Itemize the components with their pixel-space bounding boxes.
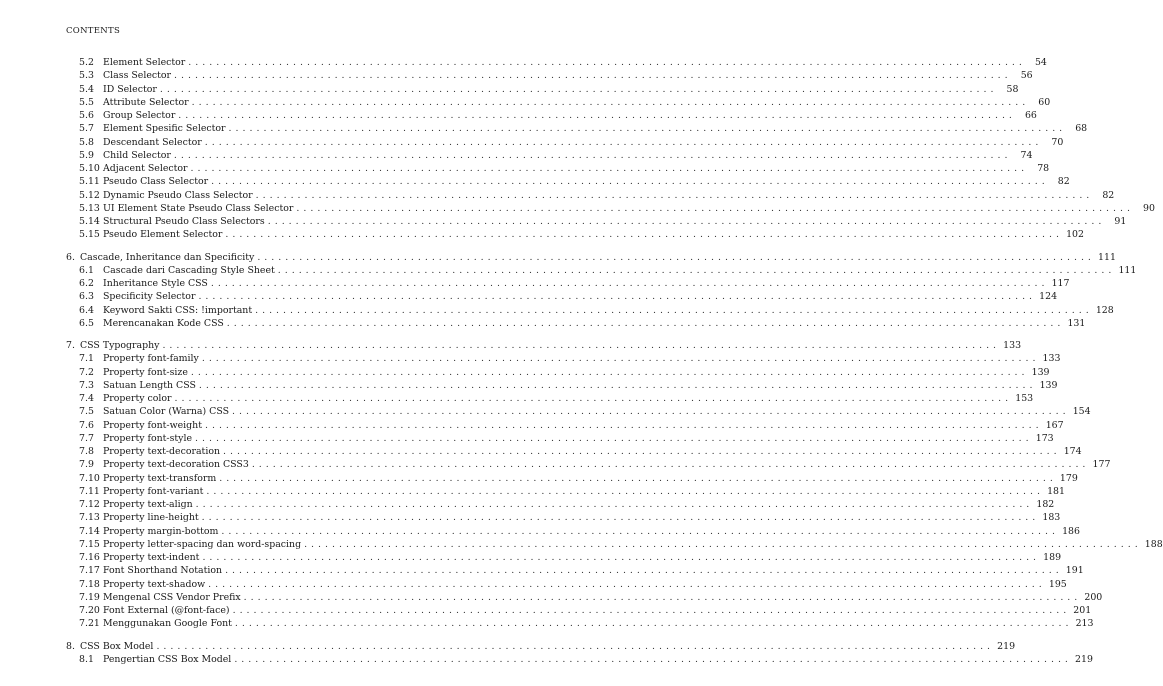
toc-entry bbox=[103, 458, 1111, 471]
toc-page-number: 182 bbox=[1036, 499, 1055, 510]
toc-number: 5.7 bbox=[79, 123, 94, 135]
toc-number: 7.5 bbox=[79, 406, 94, 418]
toc-page-number: 219 bbox=[997, 640, 1016, 652]
toc-leader-dots: ........................................................................................................................ bbox=[204, 136, 1043, 148]
toc-leader-dots: ........................................................................................................................ bbox=[234, 618, 1073, 630]
toc-number: 7.4 bbox=[79, 393, 94, 404]
toc-title: Specificity Selector bbox=[103, 291, 196, 303]
toc-section-row[interactable] bbox=[0, 379, 1058, 392]
toc-leader-dots: ........................................................................................................................ bbox=[243, 591, 1082, 603]
toc-page-number: 133 bbox=[1042, 353, 1061, 365]
toc-number: 7. bbox=[66, 340, 75, 351]
toc-number: 5.4 bbox=[79, 83, 94, 95]
running-header: CONTENTS bbox=[66, 26, 121, 36]
toc-leader-dots: ........................................................................................................................ bbox=[232, 406, 1070, 418]
toc-leader-dots: ........................................................................................................................ bbox=[190, 163, 1029, 174]
toc-leader-dots: ........................................................................................................................ bbox=[190, 366, 1029, 378]
toc-number: 5.8 bbox=[79, 136, 94, 148]
toc-title: Inheritance Style CSS bbox=[103, 278, 208, 289]
toc-title: Cascade dari Cascading Style Sheet bbox=[103, 264, 275, 276]
toc-number: 5.10 bbox=[79, 163, 100, 174]
toc-section-row[interactable] bbox=[0, 96, 1051, 109]
toc-leader-dots: ........................................................................................................................ bbox=[277, 264, 1116, 276]
toc-title: Pseudo Class Selector bbox=[103, 176, 209, 188]
toc-entry bbox=[80, 251, 1116, 264]
toc-title: Menggunakan Google Font bbox=[103, 618, 232, 630]
toc-number: 5.9 bbox=[79, 149, 94, 161]
toc-title: Merencanakan Kode CSS bbox=[103, 317, 224, 329]
toc-leader-dots: ........................................................................................................................ bbox=[198, 379, 1037, 391]
toc-title: Property text-shadow bbox=[103, 578, 206, 590]
toc-leader-dots: ........................................................................................................................ bbox=[173, 149, 1012, 161]
toc-section-row[interactable] bbox=[0, 653, 1093, 666]
toc-section-row[interactable] bbox=[0, 564, 1084, 577]
toc-number: 7.14 bbox=[79, 525, 100, 537]
toc-entry bbox=[103, 405, 1091, 418]
toc-entry bbox=[103, 290, 1058, 303]
toc-section-row[interactable] bbox=[0, 485, 1065, 498]
toc-page-number: 200 bbox=[1084, 591, 1103, 603]
toc-page-number: 56 bbox=[1020, 70, 1033, 82]
toc-page-number: 139 bbox=[1031, 366, 1050, 378]
toc-page-number: 154 bbox=[1072, 406, 1091, 418]
toc-section-row[interactable] bbox=[0, 109, 1037, 122]
toc-title: Property text-decoration bbox=[103, 446, 221, 457]
toc-title: Mengenal CSS Vendor Prefix bbox=[103, 591, 241, 603]
toc-number: 7.9 bbox=[79, 459, 94, 471]
toc-number: 7.1 bbox=[79, 353, 94, 365]
toc-title: Cascade, Inheritance dan Specificity bbox=[80, 251, 255, 263]
toc-page-number: 90 bbox=[1143, 202, 1155, 214]
toc-section-row[interactable] bbox=[0, 122, 1088, 135]
toc-title: Property font-weight bbox=[103, 419, 202, 431]
toc-section-row[interactable] bbox=[0, 366, 1050, 379]
toc-title: Property text-transform bbox=[103, 472, 217, 484]
toc-number: 8. bbox=[66, 640, 75, 652]
toc-section-row[interactable] bbox=[0, 264, 1137, 277]
toc-page-number: 167 bbox=[1045, 419, 1064, 431]
toc-leader-dots: ........................................................................................................................ bbox=[304, 538, 1142, 550]
toc-entry bbox=[103, 485, 1065, 498]
toc-leader-dots: ........................................................................................................................ bbox=[201, 512, 1040, 524]
toc-leader-dots: ........................................................................................................................ bbox=[219, 472, 1057, 484]
toc-section-row[interactable] bbox=[0, 604, 1092, 617]
toc-entry bbox=[80, 640, 1016, 653]
toc-number: 6. bbox=[66, 251, 75, 263]
toc-page-number: 153 bbox=[1015, 393, 1034, 404]
toc-page-number: 74 bbox=[1020, 149, 1033, 161]
toc-number: 7.6 bbox=[79, 419, 94, 431]
toc-page-number: 54 bbox=[1034, 57, 1047, 68]
toc-leader-dots: ........................................................................................................................ bbox=[267, 216, 1106, 227]
toc-section-row[interactable] bbox=[0, 405, 1091, 418]
toc-page-number: 111 bbox=[1098, 251, 1116, 263]
toc-title: ID Selector bbox=[103, 83, 157, 95]
toc-leader-dots: ........................................................................................................................ bbox=[195, 432, 1033, 444]
toc-page-number: 82 bbox=[1102, 189, 1115, 201]
toc-page-number: 213 bbox=[1075, 618, 1094, 630]
toc-entry bbox=[103, 352, 1061, 365]
toc-section-row[interactable] bbox=[0, 538, 1163, 551]
toc-entry bbox=[103, 162, 1050, 175]
toc-title: CSS Box Model bbox=[80, 640, 154, 652]
toc-section-row[interactable] bbox=[0, 202, 1155, 215]
toc-section-row[interactable] bbox=[0, 498, 1055, 511]
toc-leader-dots: ........................................................................................................................ bbox=[257, 251, 1095, 263]
toc-leader-dots: ........................................................................................................................ bbox=[188, 57, 1026, 68]
toc-page-number: 139 bbox=[1039, 379, 1058, 391]
toc-number: 6.3 bbox=[79, 291, 94, 303]
toc-entry bbox=[103, 56, 1047, 69]
toc-page-number: 133 bbox=[1003, 340, 1022, 351]
toc-leader-dots: ........................................................................................................................ bbox=[232, 605, 1071, 616]
toc-section-row[interactable] bbox=[0, 458, 1111, 471]
toc-section-row[interactable] bbox=[0, 228, 1084, 241]
toc-page-number: 117 bbox=[1051, 278, 1070, 289]
toc-page-number: 102 bbox=[1066, 229, 1084, 241]
toc-section-row[interactable] bbox=[0, 290, 1058, 303]
toc-leader-dots: ........................................................................................................................ bbox=[202, 552, 1041, 563]
toc-leader-dots: ........................................................................................................................ bbox=[162, 340, 1001, 351]
toc-leader-dots: ........................................................................................................................ bbox=[174, 70, 1012, 82]
toc-entry bbox=[103, 564, 1084, 577]
toc-leader-dots: ........................................................................................................................ bbox=[211, 176, 1049, 188]
toc-page-number: 124 bbox=[1039, 291, 1058, 303]
toc-entry bbox=[103, 189, 1115, 202]
toc-title: Property color bbox=[103, 393, 172, 404]
toc-leader-dots: ........................................................................................................................ bbox=[228, 123, 1067, 135]
toc-page-number: 58 bbox=[1006, 83, 1019, 95]
toc-number: 7.11 bbox=[79, 485, 100, 497]
toc-leader-dots: ........................................................................................................................ bbox=[206, 485, 1044, 497]
toc-leader-dots: ........................................................................................................................ bbox=[225, 565, 1063, 577]
toc-leader-dots: ........................................................................................................................ bbox=[223, 446, 1061, 457]
toc-leader-dots: ........................................................................................................................ bbox=[251, 459, 1090, 471]
toc-page-number: 111 bbox=[1118, 264, 1137, 276]
toc-number: 5.5 bbox=[79, 96, 94, 108]
toc-number: 5.11 bbox=[79, 176, 100, 188]
toc-leader-dots: ........................................................................................................................ bbox=[234, 653, 1072, 665]
toc-number: 5.14 bbox=[79, 216, 100, 227]
toc-entry bbox=[103, 202, 1155, 215]
toc-title: Pseudo Element Selector bbox=[103, 229, 223, 241]
toc-number: 6.5 bbox=[79, 317, 94, 329]
toc-entry bbox=[103, 277, 1070, 290]
toc-entry bbox=[103, 317, 1086, 330]
toc-section-row[interactable] bbox=[0, 578, 1067, 591]
toc-page-number: 173 bbox=[1035, 432, 1054, 444]
toc-number: 5.12 bbox=[79, 189, 100, 201]
toc-page-number: 201 bbox=[1073, 605, 1092, 616]
toc-leader-dots: ........................................................................................................................ bbox=[208, 578, 1046, 590]
toc-section-row[interactable] bbox=[0, 617, 1094, 630]
toc-entry bbox=[103, 366, 1050, 379]
toc-section-row[interactable] bbox=[0, 525, 1080, 538]
toc-page-number: 82 bbox=[1057, 176, 1070, 188]
toc-title: Element Selector bbox=[103, 57, 186, 68]
toc-title: Property font-style bbox=[103, 432, 193, 444]
toc-title: Property font-size bbox=[103, 366, 188, 378]
toc-section-row[interactable] bbox=[0, 419, 1064, 432]
toc-number: 5.2 bbox=[79, 57, 94, 68]
toc-title: Attribute Selector bbox=[103, 96, 189, 108]
toc-title: Class Selector bbox=[103, 70, 172, 82]
toc-entry bbox=[103, 578, 1067, 591]
toc-title: Property text-indent bbox=[103, 552, 200, 563]
toc-page-number: 219 bbox=[1075, 653, 1093, 665]
toc-entry bbox=[103, 109, 1037, 122]
toc-leader-dots: ........................................................................................................................ bbox=[226, 317, 1065, 329]
toc-title: Dynamic Pseudo Class Selector bbox=[103, 189, 253, 201]
toc-title: Property text-decoration CSS3 bbox=[103, 459, 249, 471]
toc-entry bbox=[103, 432, 1054, 445]
toc-entry bbox=[103, 83, 1019, 96]
toc-section-row[interactable] bbox=[0, 445, 1082, 458]
toc-leader-dots: ........................................................................................................................ bbox=[204, 419, 1043, 431]
toc-entry bbox=[103, 551, 1062, 564]
toc-page-number: 188 bbox=[1144, 538, 1163, 550]
toc-number: 7.8 bbox=[79, 446, 94, 457]
toc-page-number: 60 bbox=[1038, 96, 1051, 108]
toc-section-row[interactable] bbox=[0, 189, 1115, 202]
toc-title: Child Selector bbox=[103, 149, 171, 161]
toc-title: Keyword Sakti CSS: !important bbox=[103, 304, 253, 316]
toc-leader-dots: ........................................................................................................................ bbox=[195, 499, 1034, 510]
toc-entry bbox=[103, 392, 1034, 405]
toc-section-row[interactable] bbox=[0, 511, 1061, 524]
toc-number: 6.4 bbox=[79, 304, 94, 316]
toc-page-number: 68 bbox=[1075, 123, 1088, 135]
toc-chapter-row[interactable] bbox=[0, 640, 1016, 653]
toc-section-row[interactable] bbox=[0, 352, 1061, 365]
toc-section-row[interactable] bbox=[0, 56, 1047, 69]
toc-entry bbox=[103, 96, 1051, 109]
toc-leader-dots: ........................................................................................................................ bbox=[255, 304, 1093, 316]
toc-section-row[interactable] bbox=[0, 317, 1086, 330]
toc-title: Property margin-bottom bbox=[103, 525, 219, 537]
toc-entry bbox=[103, 215, 1127, 228]
toc-section-row[interactable] bbox=[0, 432, 1054, 445]
toc-title: Satuan Length CSS bbox=[103, 379, 196, 391]
toc-leader-dots: ........................................................................................................................ bbox=[255, 189, 1094, 201]
toc-leader-dots: ........................................................................................................................ bbox=[221, 525, 1059, 537]
toc-leader-dots: ........................................................................................................................ bbox=[225, 229, 1063, 241]
toc-section-row[interactable] bbox=[0, 392, 1034, 405]
toc-page-number: 183 bbox=[1042, 512, 1061, 524]
toc-number: 7.18 bbox=[79, 578, 100, 590]
toc-title: Pengertian CSS Box Model bbox=[103, 653, 232, 665]
toc-leader-dots: ........................................................................................................................ bbox=[178, 110, 1016, 121]
toc-page-number: 181 bbox=[1047, 485, 1065, 497]
toc-title: Group Selector bbox=[103, 110, 176, 121]
toc-leader-dots: ........................................................................................................................ bbox=[174, 393, 1013, 404]
toc-page-number: 128 bbox=[1095, 304, 1114, 316]
toc-number: 6.1 bbox=[79, 264, 94, 276]
toc-title: Structural Pseudo Class Selectors bbox=[103, 216, 265, 227]
toc-page-number: 186 bbox=[1062, 525, 1080, 537]
toc-number: 7.10 bbox=[79, 472, 100, 484]
toc-number: 7.20 bbox=[79, 605, 100, 616]
toc-number: 7.19 bbox=[79, 591, 100, 603]
toc-page-number: 191 bbox=[1065, 565, 1084, 577]
toc-number: 5.13 bbox=[79, 202, 100, 214]
toc-entry bbox=[103, 653, 1093, 666]
toc-entry bbox=[103, 445, 1082, 458]
toc-number: 7.17 bbox=[79, 565, 100, 577]
toc-title: Property letter-spacing dan word-spacing bbox=[103, 538, 302, 550]
toc-leader-dots: ........................................................................................................................ bbox=[201, 353, 1040, 365]
toc-title: Descendant Selector bbox=[103, 136, 202, 148]
toc-title: Property font-variant bbox=[103, 485, 204, 497]
toc-entry bbox=[80, 339, 1022, 352]
toc-entry bbox=[103, 175, 1070, 188]
toc-section-row[interactable] bbox=[0, 83, 1019, 96]
toc-page-number: 131 bbox=[1067, 317, 1086, 329]
toc-entry bbox=[103, 525, 1080, 538]
toc-entry bbox=[103, 228, 1084, 241]
toc-number: 7.13 bbox=[79, 512, 100, 524]
toc-number: 5.6 bbox=[79, 110, 94, 121]
toc-title: Font Shorthand Notation bbox=[103, 565, 223, 577]
toc-section-row[interactable] bbox=[0, 551, 1062, 564]
toc-title: Property text-align bbox=[103, 499, 193, 510]
toc-entry bbox=[103, 617, 1094, 630]
toc-page-number: 174 bbox=[1063, 446, 1082, 457]
toc-section-row[interactable] bbox=[0, 162, 1050, 175]
toc-section-row[interactable] bbox=[0, 215, 1127, 228]
toc-number: 7.15 bbox=[79, 538, 100, 550]
toc-page-number: 66 bbox=[1024, 110, 1037, 121]
toc-number: 7.16 bbox=[79, 552, 100, 563]
toc-leader-dots: ........................................................................................................................ bbox=[210, 278, 1049, 289]
toc-entry bbox=[103, 498, 1055, 511]
toc-number: 7.2 bbox=[79, 366, 94, 378]
toc-entry bbox=[103, 538, 1163, 551]
toc-number: 7.12 bbox=[79, 499, 100, 510]
toc-number: 8.1 bbox=[79, 653, 94, 665]
toc-title: Adjacent Selector bbox=[103, 163, 188, 174]
toc-title: Property font-family bbox=[103, 353, 199, 365]
toc-number: 5.15 bbox=[79, 229, 100, 241]
toc-title: Property line-height bbox=[103, 512, 199, 524]
toc-entry bbox=[103, 604, 1092, 617]
toc-title: Element Spesific Selector bbox=[103, 123, 226, 135]
toc-chapter-row[interactable] bbox=[0, 251, 1116, 264]
toc-entry bbox=[103, 264, 1137, 277]
toc-section-row[interactable] bbox=[0, 472, 1078, 485]
toc-section-row[interactable] bbox=[0, 149, 1033, 162]
toc-number: 7.3 bbox=[79, 379, 94, 391]
toc-leader-dots: ........................................................................................................................ bbox=[296, 202, 1134, 214]
toc-number: 7.7 bbox=[79, 432, 94, 444]
toc-title: Satuan Color (Warna) CSS bbox=[103, 406, 230, 418]
toc-entry bbox=[103, 149, 1033, 162]
toc-entry bbox=[103, 379, 1058, 392]
toc-leader-dots: ........................................................................................................................ bbox=[156, 640, 995, 652]
toc-entry bbox=[103, 511, 1061, 524]
toc-number: 7.21 bbox=[79, 618, 100, 630]
toc-leader-dots: ........................................................................................................................ bbox=[198, 291, 1037, 303]
toc-entry bbox=[103, 304, 1114, 317]
toc-page-number: 189 bbox=[1043, 552, 1062, 563]
toc-entry bbox=[103, 136, 1064, 149]
toc-title: CSS Typography bbox=[80, 340, 160, 351]
toc-leader-dots: ........................................................................................................................ bbox=[191, 96, 1030, 108]
toc-chapter-row[interactable] bbox=[0, 339, 1022, 352]
toc-number: 5.3 bbox=[79, 70, 94, 82]
toc-leader-dots: ........................................................................................................................ bbox=[159, 83, 998, 95]
toc-section-row[interactable] bbox=[0, 591, 1103, 604]
toc-title: UI Element State Pseudo Class Selector bbox=[103, 202, 294, 214]
toc-section-row[interactable] bbox=[0, 69, 1033, 82]
toc-section-row[interactable] bbox=[0, 136, 1064, 149]
toc-page-number: 78 bbox=[1037, 163, 1050, 174]
toc-section-row[interactable] bbox=[0, 175, 1070, 188]
toc-page-number: 91 bbox=[1114, 216, 1127, 227]
toc-page-number: 195 bbox=[1048, 578, 1067, 590]
toc-entry bbox=[103, 419, 1064, 432]
toc-section-row[interactable] bbox=[0, 304, 1114, 317]
toc-entry bbox=[103, 472, 1078, 485]
toc-entry bbox=[103, 591, 1103, 604]
toc-entry bbox=[103, 122, 1088, 135]
toc-page-number: 177 bbox=[1092, 459, 1111, 471]
toc-title: Font External (@font-face) bbox=[103, 605, 230, 616]
toc-number: 6.2 bbox=[79, 278, 94, 289]
toc-page-number: 179 bbox=[1059, 472, 1078, 484]
toc-page-number: 70 bbox=[1051, 136, 1064, 148]
toc-section-row[interactable] bbox=[0, 277, 1070, 290]
toc-entry bbox=[103, 69, 1033, 82]
